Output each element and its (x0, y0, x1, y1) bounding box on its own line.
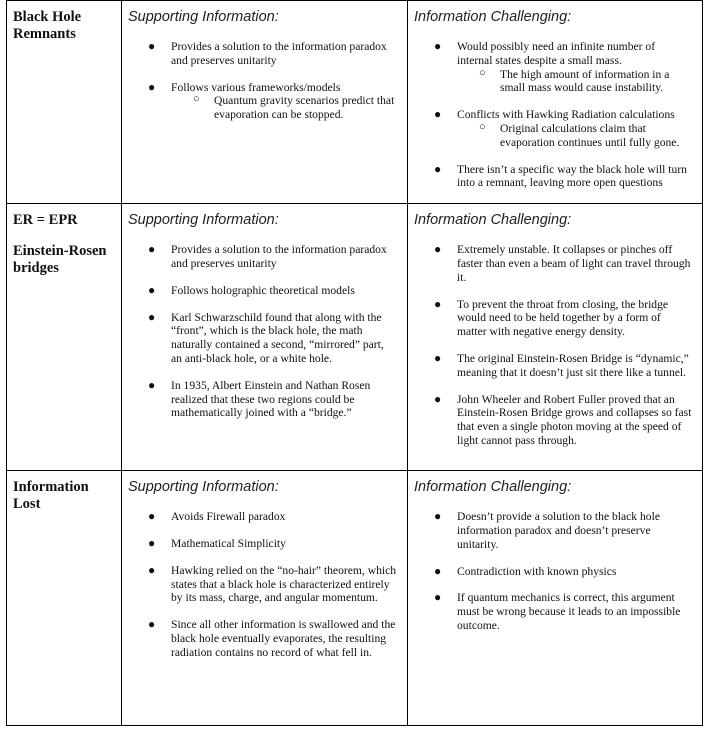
list-item (122, 311, 407, 366)
bullet-icon: ● (148, 282, 156, 297)
list-item (408, 565, 702, 579)
supporting-cell (122, 204, 408, 471)
list-item (122, 40, 407, 68)
list-item (408, 352, 702, 380)
sub-bullet-icon: ○ (193, 93, 200, 106)
supporting-cell (122, 1, 408, 204)
list-item (122, 537, 407, 551)
bullet-icon: ● (148, 39, 156, 53)
supporting-heading: Supporting Information: (128, 9, 279, 25)
bullet-icon: ● (434, 107, 442, 122)
sub-list-item (457, 122, 692, 150)
list-item (122, 379, 407, 420)
bullet-icon: ● (148, 309, 156, 324)
item-text: Karl Schwarzschild found that along with the “front”, which is the black hole, the math naturally contained a second, “mirrored” part, an anti-black hole, or a white hole. (171, 310, 384, 365)
challenging-cell (408, 1, 703, 204)
item-text: Mathematical Simplicity (171, 536, 286, 550)
bullet-icon: ● (434, 296, 442, 311)
item-text: There isn’t a specific way the black hole will turn into a remnant, leaving more open questions (457, 162, 687, 190)
bullet-icon: ● (434, 590, 442, 605)
challenging-heading: Information Challenging: (414, 9, 572, 25)
challenging-cell (408, 471, 703, 726)
table-row (7, 471, 703, 726)
bullet-icon: ● (434, 242, 442, 257)
item-text: John Wheeler and Robert Fuller proved that an Einstein-Rosen Bridge grows and collapses so fast that even a single photon moving at the speed of light cannot pass through. (457, 392, 692, 447)
sub-item-text: Original calculations claim that evaporation continues until fully gone. (500, 121, 680, 149)
item-text: Follows various frameworks/models (171, 80, 341, 94)
topic-title (7, 1, 121, 43)
sub-list (457, 122, 692, 150)
bullet-icon: ● (434, 39, 442, 53)
item-text: Provides a solution to the information paradox and preserves unitarity (171, 40, 387, 67)
list-item (408, 510, 702, 551)
table-row (7, 204, 703, 471)
bullet-icon: ● (434, 509, 442, 524)
topic-line: Information Lost (13, 479, 89, 513)
bullet-list (408, 40, 702, 190)
bullet-list (122, 243, 407, 420)
bullet-icon: ● (148, 509, 156, 524)
topic-line: Black Hole Remnants (13, 9, 82, 42)
topic-cell (7, 471, 122, 726)
list-item (408, 243, 702, 284)
bullet-icon: ● (434, 391, 442, 406)
list-item (122, 510, 407, 524)
list-item (408, 163, 702, 191)
item-text: Follows holographic theoretical models (171, 283, 355, 297)
list-item (122, 564, 407, 605)
list-item (408, 298, 702, 339)
list-item (122, 81, 407, 122)
topic-cell (7, 1, 122, 204)
item-text: Avoids Firewall paradox (171, 510, 286, 524)
sub-list-item (457, 68, 692, 96)
supporting-heading: Supporting Information: (128, 479, 279, 496)
table-row (7, 1, 703, 204)
sub-list-item (171, 94, 397, 122)
comparison-table (6, 0, 703, 726)
sub-list (457, 68, 692, 96)
challenging-heading: Information Challenging: (414, 212, 572, 229)
list-item (122, 618, 407, 659)
item-text: Doesn’t provide a solution to the black hole information paradox and doesn’t preserve unitarity. (457, 510, 660, 551)
item-text: If quantum mechanics is correct, this argument must be wrong because it leads to an impossible outcome. (457, 591, 681, 632)
supporting-cell (122, 471, 408, 726)
item-text: Provides a solution to the information paradox and preserves unitarity (171, 243, 387, 270)
topic-title (7, 204, 121, 277)
item-text: Contradiction with known physics (457, 564, 617, 578)
bullet-icon: ● (434, 350, 442, 365)
sub-item-text: The high amount of information in a small mass would cause instability. (500, 67, 670, 95)
list-item (408, 40, 702, 95)
sub-bullet-icon: ○ (479, 66, 486, 79)
item-text: The original Einstein-Rosen Bridge is “dynamic,” meaning that it doesn’t just sit there like a tunnel. (457, 351, 689, 379)
bullet-icon: ● (148, 79, 156, 94)
bullet-list (122, 40, 407, 122)
bullet-icon: ● (434, 161, 442, 176)
supporting-heading: Supporting Information: (128, 212, 279, 229)
bullet-icon: ● (148, 535, 156, 550)
list-item (408, 591, 702, 632)
topic-cell (7, 204, 122, 471)
item-text: Conflicts with Hawking Radiation calculations (457, 108, 675, 122)
topic-line: ER = EPR (13, 212, 78, 229)
sub-bullet-icon: ○ (479, 120, 486, 133)
item-text: Extremely unstable. It collapses or pinches off faster than even a beam of light can travel through it. (457, 243, 691, 284)
topic-title (7, 471, 121, 513)
challenging-heading: Information Challenging: (414, 479, 572, 496)
bullet-list (122, 510, 407, 659)
item-text: Would possibly need an infinite number of internal states despite a small mass. (457, 40, 656, 67)
bullet-icon: ● (434, 563, 442, 578)
bullet-icon: ● (148, 562, 156, 577)
item-text: Since all other information is swallowed and the black hole eventually evaporates, the resulting radiation contains no record of what fell in. (171, 618, 396, 659)
sub-list (171, 94, 397, 122)
item-text: In 1935, Albert Einstein and Nathan Rosen realized that these two regions could be mathematically joined with a “bridge.” (171, 378, 371, 420)
challenging-cell (408, 204, 703, 471)
bullet-list (408, 243, 702, 448)
topic-line: Einstein-Rosen bridges (13, 243, 107, 277)
list-item (122, 284, 407, 298)
list-item (122, 243, 407, 271)
bullet-icon: ● (148, 377, 156, 392)
item-text: To prevent the throat from closing, the bridge would need to be held together by a form of matter with negative energy density. (457, 297, 669, 339)
bullet-icon: ● (148, 242, 156, 257)
bullet-list (408, 510, 702, 633)
list-item (408, 393, 702, 448)
item-text: Hawking relied on the “no-hair” theorem, which states that a black hole is characterized entirely by its mass, charge, and angular momentum. (171, 563, 397, 605)
list-item (408, 108, 702, 149)
table-body (7, 1, 703, 726)
sub-item-text: Quantum gravity scenarios predict that evaporation can be stopped. (214, 94, 395, 122)
bullet-icon: ● (148, 617, 156, 632)
